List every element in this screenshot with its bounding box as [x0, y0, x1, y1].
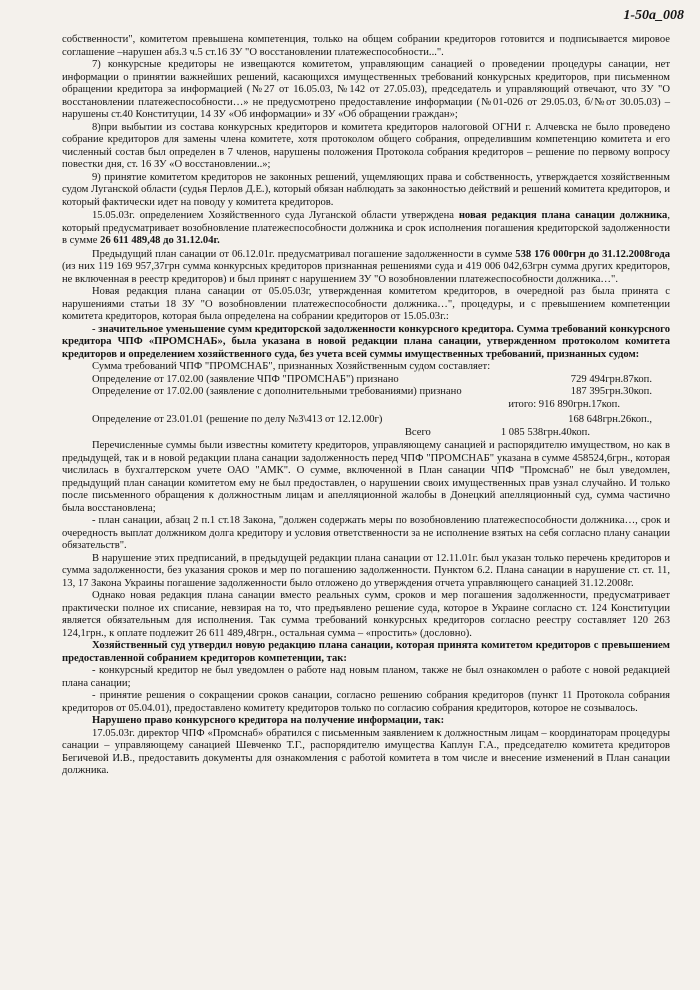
claims-heading: Сумма требований ЧПФ "ПРОМСНАБ", признанных Хозяйственным судом составляет:: [92, 361, 491, 372]
paragraph-request: 17.05.03г. директор ЧПФ «Промснаб» обратился с письменным заявлением к должностным лицам – координаторам процедуры санации – управляющему санацией Шевченко Т.Г., распорядителю имущества Каплун Г.А., председателю комитета кредиторов Бегичевой И.В., предоставить документы для ознакомления с работой комитета в том числе и внесение изменений в План санации должника.: [62, 727, 670, 776]
paragraph-reduction: - значительное уменьшение сумм кредиторской задолженности конкурсного кредитора. Сумма требований конкурсного кредитора ЧПФ «ПРОМСНАБ», была указана в новой редакции плана санации, утвержденном протоколом комитета кредиторов и определением хозяйственного суда, без учета всей суммы имущественных требований, признанных судом:: [62, 323, 670, 360]
paragraph-7: 7) конкурсные кредиторы не извещаются комитетом, управляющим санацией о проведении процедуры санации, нет информации о принятии важнейших решений, касающихся имущественных требований конкурсных кредиторов, при письменном обращении кредитора за информацией (№27 от 16.05.03, №142 от 27.05.03), председатель и управляющий отвечают, что ЗУ "О восстановлении платежеспособности…» не предусмотрено предоставление информации (№01-026 от 29.05.03, б/№от 30.05.03) – нарушены ст.40 Конституции, 14 ЗУ «Об информации» и ЗУ «Об обращении граждан»;: [62, 59, 670, 120]
paragraph-not-notified: - конкурсный кредитор не был уведомлен о работе над новым планом, также не был ознакомлен о работе с новой редакцией плана санации;: [62, 665, 670, 689]
claims-block: [62, 361, 670, 439]
claims-total: Всего 1 085 538грн.40коп.: [404, 426, 590, 438]
paragraph-court-exceeded: Хозяйственный суд утвердил новую редакцию плана санации, которая принята комитетом кредиторов с превышением предоставленной собранием кредиторов компетенции, так:: [62, 640, 670, 664]
claim-row-2: Определение от 17.02.00 (заявление с дополнительными требованиями) признано 187 395грн.30коп.: [92, 386, 652, 397]
paragraph-term-reduction: - принятие решения о сокращении сроков санации, согласно решению собрания кредиторов (пункт 11 Протокола собрания кредиторов от 05.04.01), предоставлено комитету кредиторов только по согласию собрания кредиторов, которое не созывалось.: [62, 690, 670, 714]
claim-row-3: Определение от 23.01.01 (решение по делу №3\413 от 12.12.00г) 168 648грн.26коп.,: [92, 414, 652, 425]
claim-row-1: Определение от 17.02.00 (заявление ЧПФ "ПРОМСНАБ") признано 729 494грн.87коп.: [92, 373, 652, 385]
paragraph-violation: В нарушение этих предписаний, в предыдущей редакции плана санации от 12.11.01г. был указан только перечень кредиторов и сумма задолженности, без указания сроков и мер по погашению задолженности. Пунктом 6.2. Плана санации в нарушение ст. ст. 11, 13, 17 Закона Украины погашение задолженности было отложено до утверждения отчета управляющего санацией 31.12.2008г.: [62, 552, 670, 589]
paragraph-court-approval: 15.05.03г. определением Хозяйственного суда Луганской области утверждена новая редакция плана санации должника, который предусматривает возобновление платежеспособности должника и срок исполнения погашения кредиторской задолженности в сумме 26 611 489,48 до 31.12.04г.: [62, 210, 670, 246]
claims-subtotal: итого: 916 890грн.17коп.: [508, 398, 620, 410]
paragraph-1: собственности", комитетом превышена компетенция, только на общем собрании кредиторов готовится и подписывается мировое соглашение –нарушен абз.3 ч.5 ст.16 ЗУ "О восстановлении платежеспособности...".: [62, 34, 670, 58]
paragraph-known-sums: Перечисленные суммы были известны комитету кредиторов, управляющему санацией и распорядителю имуществом, но как в предыдущей, так и в новой редакции плана санации задолженность перед ЧПФ "ПРОМСНАБ" указана в сумме 458524,6грн., которая числилась в бухгалтерском учете ОАО "АМК". О сумме, включенной в План санации ЧПФ "Промснаб" не был уведомлен, предыдущий план санации комитетом ему не был предоставлен, о нарушении своих имущественных прав узнал случайно. И только после письменного обращения к должностным лицам и апелляционной жалобы в Донецкий апелляционный суд, сумма частично была восстановлена;: [62, 440, 670, 514]
paragraph-previous-plan: Предыдущий план санации от 06.12.01г. предусматривал погашение задолженности в сумме 538 176 000грн до 31.12.2008года (из них 119 169 957,37грн сумма конкурсных кредиторов признанная решениями суда и 419 006 042,63грн сумма других кредиторов, не включенная в реестр кредиторов) и был принят с нарушением ЗУ "О возобновлении платежеспособности должника…".: [62, 248, 670, 285]
paragraph-info-right: Нарушено право конкурсного кредитора на получение информации, так:: [92, 715, 445, 726]
paragraph-new-plan: Новая редакция плана санации от 05.05.03г, утвержденная комитетом кредиторов, в очередной раз была принята с нарушениями статьи 18 ЗУ "О возобновлении платежеспособности должника…", процедуры, и с превышением компетенции комитета кредиторов, которая была определена на собрании кредиторов от 15.05.03г.:: [62, 286, 670, 322]
paragraph-9: 9) принятие комитетом кредиторов не законных решений, ущемляющих права и собственность, утверждается хозяйственным судом Луганской области (судья Перлов Д.Е.), который обязан наблюдать за законностью действий и решений комитета кредиторов, и который фактически идет на поводу у комитета кредиторов.: [62, 171, 670, 208]
paragraph-8: 8)при выбытии из состава конкурсных кредиторов и комитета кредиторов налоговой ОГНИ г. Алчевска не было проведено собрание кредиторов для замены члена комитете, хотя протоколом общего собрания, определившим компетенцию комитета и его численный состав был определен в 7 членов, нарушены положения Протокола собрания кредиторов – решение по первому вопросу повестки дня, ст. 16 ЗУ «О восстановлении..»;: [62, 121, 670, 170]
page-tag: 1-50а_008: [623, 8, 684, 23]
paragraph-plan-requirements: - план санации, абзац 2 п.1 ст.18 Закона, "должен содержать меры по возобновлению платежеспособности должника…, срок и очередность выплат должником долга кредитору и условия ответственности за не исполнение взятых на себя согласно плану санации обязательств".: [62, 515, 670, 551]
paragraph-write-off: Однако новая редакция плана санации вместо реальных сумм, сроков и мер погашения задолженности, предусматривает практически полное их списание, невзирая на то, что предъявлено решение суда, которое в Украине согласно ст. 124 Конституции является обязательным для исполнения. Так сумма требований конкурсных кредиторов согласно реестру составляет 120 263 124,1грн., к оплате подлежит 26 611 489,48грн., остальная сумма – «простить» (дословно).: [62, 590, 670, 639]
